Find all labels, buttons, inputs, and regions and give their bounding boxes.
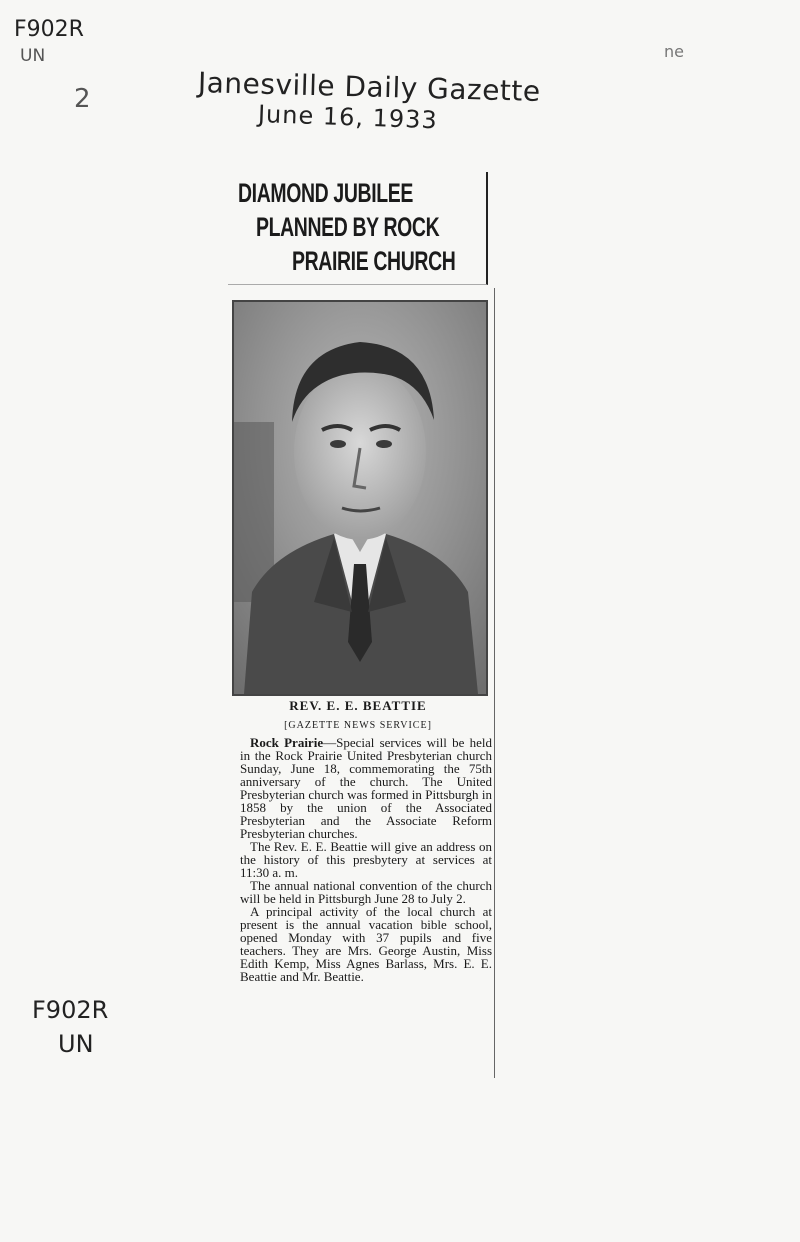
page-number: 2 — [74, 84, 91, 114]
newspaper-clipping — [224, 168, 500, 1068]
archive-code-bottom: F902R — [32, 996, 109, 1024]
headline-line-3: PRAIRIE CHURCH — [292, 246, 456, 276]
article-paragraph-4: A principal activity of the local church at present is the annual vacation bible school, opened Monday with 37 pupils and five teachers. They are Mrs. George Austin, Miss Edith Kemp, Miss Agnes Barlass, Mrs. E. E. Beattie and Mr. Beattie. — [240, 904, 492, 984]
dateline: Rock Prairie — [250, 735, 324, 750]
article-paragraph-2: The Rev. E. E. Beattie will give an address on the history of this presbytery at services at 11:30 a. m. — [240, 839, 492, 880]
portrait-photo — [232, 300, 488, 696]
article-paragraph-3: The annual national convention of the church will be held in Pittsburgh June 28 to July 2. — [240, 878, 492, 906]
paragraph-1-text: —Special services will be held in the Rock Prairie United Presbyterian church Sunday, June 18, commemorating the 75th anniversary of the church. The United Presbyterian church was formed in Pittsburgh in 1858 by the union of the Associated Presbyterian and the Associate Reform Presbyterian churches. — [240, 735, 492, 841]
article-body — [240, 736, 492, 983]
portrait-image — [234, 302, 486, 694]
column-rule — [494, 288, 495, 1078]
article-paragraph-1 — [240, 736, 492, 840]
margin-mark: ne — [664, 42, 684, 61]
publication-date: June 16, 1933 — [257, 100, 439, 135]
photo-caption: REV. E. E. BEATTIE — [289, 698, 427, 713]
archive-code-top-sub: UN — [20, 46, 46, 66]
news-service-label: [GAZETTE NEWS SERVICE] — [284, 720, 432, 731]
archive-code-top: F902R — [14, 17, 84, 42]
headline — [228, 172, 488, 285]
publication-name: Janesville Daily Gazette — [197, 66, 542, 108]
headline-line-2: PLANNED BY ROCK — [256, 212, 440, 242]
headline-line-1: DIAMOND JUBILEE — [238, 178, 413, 208]
archive-code-bottom-sub: UN — [58, 1030, 94, 1058]
